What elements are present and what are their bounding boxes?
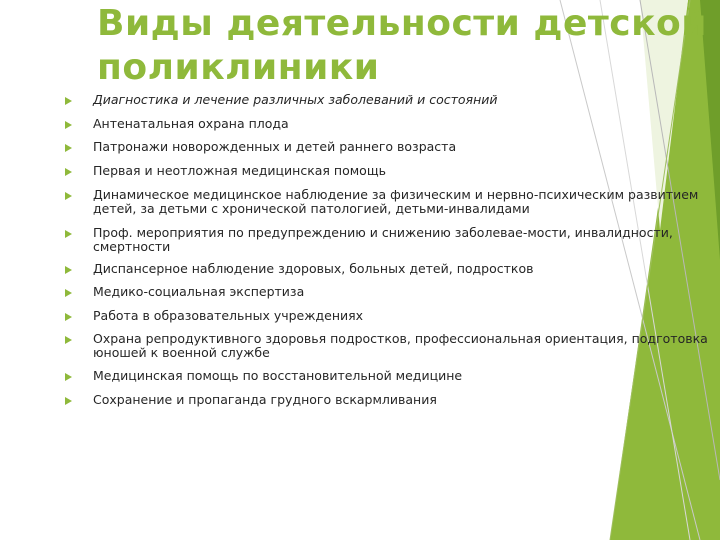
triangle-bullet-icon: [65, 313, 72, 321]
item-text: Первая и неотложная медицинская помощь: [93, 163, 386, 178]
item-text: Медицинская помощь по восстановительной медицине: [93, 368, 463, 383]
item-text-continued: детей, за детьми с хронической патологией, детьми-инвалидами: [93, 201, 530, 216]
triangle-bullet-icon: [65, 266, 72, 274]
title-line-1: Виды деятельности детской: [97, 3, 707, 44]
item-text: Антенатальная охрана плода: [93, 116, 289, 131]
triangle-bullet-icon: [65, 397, 72, 405]
item-text: Диагностика и лечение различных заболеваний и состояний: [93, 92, 498, 107]
item-text: Работа в образовательных учреждениях: [93, 308, 364, 323]
item-text: Медико-социальная экспертиза: [93, 284, 305, 299]
item-text-continued: смертности: [93, 239, 171, 254]
triangle-bullet-icon: [65, 144, 72, 152]
triangle-bullet-icon: [65, 192, 72, 200]
triangle-bullet-icon: [65, 97, 72, 105]
triangle-bullet-icon: [65, 373, 72, 381]
triangle-bullet-icon: [65, 289, 72, 297]
triangle-bullet-icon: [65, 168, 72, 176]
item-text: Охрана репродуктивного здоровья подростков, профессиональная ориентация, подготовка: [93, 331, 708, 346]
triangle-bullet-icon: [65, 121, 72, 129]
title-line-2: поликлиники: [97, 47, 380, 88]
item-text: Сохранение и пропаганда грудного вскармливания: [93, 392, 437, 407]
item-text: Диспансерное наблюдение здоровых, больных детей, подростков: [93, 261, 534, 276]
item-text-continued: юношей к военной службе: [93, 345, 270, 360]
triangle-bullet-icon: [65, 230, 72, 238]
item-text: Патронажи новорожденных и детей раннего возраста: [93, 139, 457, 154]
triangle-bullet-icon: [65, 336, 72, 344]
item-text: Проф. мероприятия по предупреждению и снижению заболевае-мости, инвалидности,: [93, 225, 673, 240]
item-text: Динамическое медицинское наблюдение за физическим и нервно-психическим развитием: [93, 187, 699, 202]
